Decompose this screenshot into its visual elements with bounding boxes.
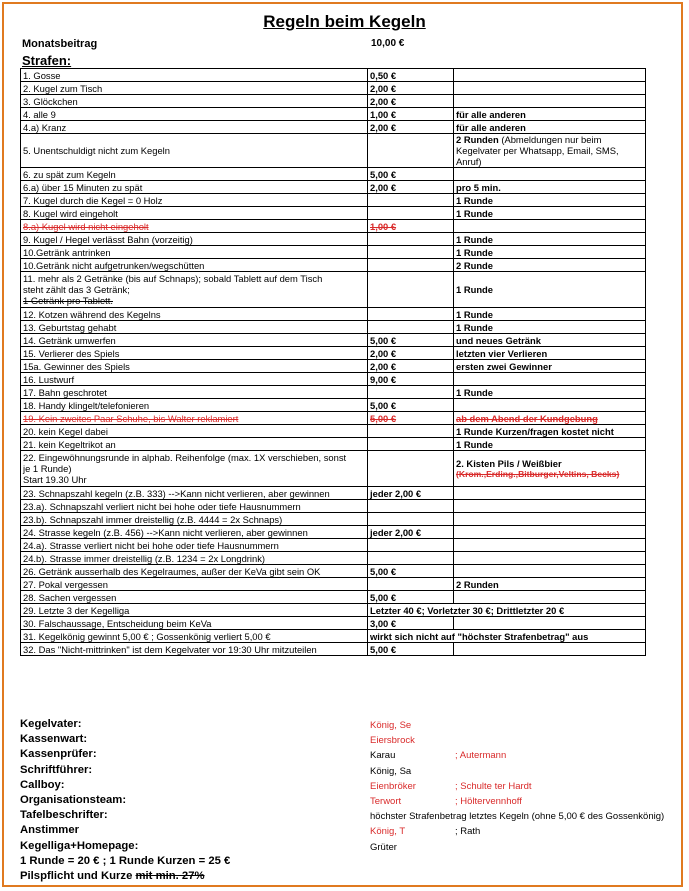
rule-description: [21, 321, 368, 334]
rule-note-text: 1 Runde: [456, 438, 493, 450]
table-row: [21, 539, 646, 552]
rule-description-text: 24.a). Strasse verliert nicht bei hohe oder tiefe Hausnummern: [23, 539, 279, 551]
rule-note: [454, 321, 646, 334]
rule-note-text: für alle anderen: [456, 108, 526, 120]
rule-amount: [368, 334, 454, 347]
rule-note: [454, 259, 646, 272]
table-row: [21, 82, 646, 95]
role-value-secondary: ; Rath: [455, 826, 481, 838]
rule-note-text: 2 Runde: [456, 259, 493, 271]
rule-note: [454, 552, 646, 565]
table-row: [21, 425, 646, 438]
rule-description-text: 24. Strasse kegeln (z.B. 456) -->Kann nicht verlieren, aber gewinnen: [23, 526, 308, 538]
rule-amount: [368, 272, 454, 308]
rule-note-text: 1 Runde: [456, 386, 493, 398]
rule-note: [454, 487, 646, 500]
rule-amount-text: 2,00 €: [370, 95, 397, 107]
table-row: [21, 552, 646, 565]
rule-amount-text: 1,00 €: [370, 108, 397, 120]
rule-description: [21, 643, 368, 656]
rule-description: [21, 259, 368, 272]
rule-description: [21, 399, 368, 412]
rule-description-line: 22. Eingewöhnungsrunde in alphab. Reihenfolge (max. 1X verschieben, sonst: [23, 452, 347, 463]
rule-description: [21, 386, 368, 399]
rule-description: [21, 373, 368, 386]
rule-note: [454, 617, 646, 630]
table-row: [21, 565, 646, 578]
rule-amount-text: 5,00 €: [370, 334, 397, 346]
rule-description-text: 24.b). Strasse immer dreistellig (z.B. 1234 = 2x Longdrink): [23, 552, 266, 564]
rule-note-struck: (Krom.,Erding.,Bitburger,Veltins, Becks): [456, 468, 620, 479]
rule-amount-text: 9,00 €: [370, 373, 397, 385]
rule-note-text: 2. Kisten Pils / Weißbier: [456, 457, 562, 469]
rule-amount: [368, 487, 454, 500]
role-row: [20, 794, 680, 809]
role-label: 1 Runde = 20 € ; 1 Runde Kurzen = 25 €: [20, 854, 231, 867]
rule-amount: [368, 95, 454, 108]
rule-description: [21, 604, 368, 617]
rule-amount: [368, 438, 454, 451]
monatsbeitrag-value: 10,00 €: [371, 38, 405, 49]
rule-description-text: 10.Getränk antrinken: [23, 246, 111, 258]
table-row: [21, 121, 646, 134]
rule-description: [21, 233, 368, 246]
rule-amount-text: 5,00 €: [370, 643, 397, 655]
rule-amount: [368, 386, 454, 399]
rule-note: [454, 334, 646, 347]
table-row: [21, 513, 646, 526]
rule-description-text: 14. Getränk umwerfen: [23, 334, 116, 346]
rule-description-text: 30. Falschaussage, Entscheidung beim KeVa: [23, 617, 212, 629]
rule-description-text: 6.a) über 15 Minuten zu spät: [23, 181, 143, 193]
role-row: [20, 748, 680, 763]
rule-description-text: 8.a) Kugel wird nicht eingeholt: [23, 220, 149, 232]
role-value: Eiersbrock: [370, 735, 415, 747]
rule-note: [454, 643, 646, 656]
rule-description: [21, 220, 368, 233]
rule-description: [21, 500, 368, 513]
rule-note-text: 1 Runde: [456, 233, 493, 245]
rule-description: [21, 487, 368, 500]
rule-description: [21, 308, 368, 321]
role-value: Terwort: [370, 795, 402, 807]
rule-description-text: 23.b). Schnapszahl immer dreistellig (z.B. 4444 = 2x Schnaps): [23, 513, 283, 525]
rule-description: [21, 360, 368, 373]
rule-amount: [368, 617, 454, 630]
table-row: [21, 207, 646, 220]
rule-description: [21, 578, 368, 591]
table-row: [21, 272, 646, 308]
rule-description: [21, 181, 368, 194]
rule-description: [21, 347, 368, 360]
roles-section: [20, 718, 680, 870]
rule-note-text: ab dem Abend der Kundgebung: [456, 412, 598, 424]
rule-description-text: 5. Unentschuldigt nicht zum Kegeln: [23, 145, 170, 156]
rule-amount-text: 5,00 €: [370, 168, 397, 180]
role-row: [20, 718, 680, 733]
rule-description-text: 32. Das "Nicht-mittrinken" ist dem Kegelvater vor 19:30 Uhr mitzuteilen: [23, 643, 317, 655]
role-value: Eienbröker: [370, 780, 416, 792]
rule-description-text: 29. Letzte 3 der Kegelliga: [23, 604, 130, 616]
rule-description: [21, 121, 368, 134]
monatsbeitrag-label: Monatsbeitrag: [22, 38, 98, 50]
rule-amount: [368, 69, 454, 82]
rule-description: [21, 526, 368, 539]
rule-description-text: 27. Pokal vergessen: [23, 578, 108, 590]
rule-note: [454, 438, 646, 451]
rule-amount: [368, 233, 454, 246]
rule-note-text: 1 Runde Kurzen/fragen kostet nicht: [456, 425, 614, 437]
rule-amount-text: 5,00 €: [370, 399, 397, 411]
rule-description-text: 9. Kugel / Hegel verlässt Bahn (vorzeitig): [23, 233, 193, 245]
table-row: [21, 134, 646, 168]
rule-description: [21, 69, 368, 82]
rule-note-text: 1 Runde: [456, 194, 493, 206]
rule-amount: [368, 412, 454, 425]
rule-amount: [368, 643, 454, 656]
rule-description: [21, 513, 368, 526]
rule-amount-text: 1,00 €: [370, 220, 397, 232]
rule-description: [21, 591, 368, 604]
rule-note: [454, 308, 646, 321]
rule-note: [454, 500, 646, 513]
rule-amount-text: 2,00 €: [370, 82, 397, 94]
rule-description: [21, 630, 368, 643]
rule-description-text: 20. kein Kegel dabei: [23, 425, 108, 437]
rule-description: [21, 565, 368, 578]
role-label: Kassenprüfer:: [20, 748, 97, 761]
rule-note: [454, 108, 646, 121]
rule-note: [454, 246, 646, 259]
rule-note: [454, 95, 646, 108]
rule-amount: [368, 513, 454, 526]
role-label: Tafelbeschrifter:: [20, 809, 108, 822]
rule-description: [21, 108, 368, 121]
footer-struck: mit min. 27%: [135, 870, 205, 882]
rule-description-line: 11. mehr als 2 Getränke (bis auf Schnaps); sobald Tablett auf dem Tisch: [23, 273, 323, 284]
rule-amount-text: 2,00 €: [370, 347, 397, 359]
rule-description-text: 18. Handy klingelt/telefonieren: [23, 399, 150, 411]
rule-description: [21, 451, 368, 487]
rule-amount: [368, 360, 454, 373]
rule-amount-text: 2,00 €: [370, 181, 397, 193]
table-row: [21, 194, 646, 207]
rule-amount: [368, 539, 454, 552]
role-label: Kegelvater:: [20, 718, 82, 730]
rule-note-text: pro 5 min.: [456, 181, 501, 193]
rule-note-text: und neues Getränk: [456, 334, 541, 346]
table-row: [21, 451, 646, 487]
rule-description-text: 3. Glöckchen: [23, 95, 78, 107]
rule-amount: [368, 121, 454, 134]
rule-amount: [368, 565, 454, 578]
rule-note-text: (Abmeldungen nur beim Kegelvater per Whatsapp, Email, SMS, Anruf): [456, 134, 619, 167]
rule-amount-text: 2,00 €: [370, 121, 397, 133]
rule-amount: [368, 526, 454, 539]
table-row: [21, 412, 646, 425]
rule-note-text: 2 Runden: [456, 578, 499, 590]
rule-note-text: 1 Runde: [456, 284, 493, 295]
table-row: [21, 604, 646, 617]
rule-description-text: 4.a) Kranz: [23, 121, 67, 133]
rule-amount: [368, 181, 454, 194]
footer-text: Pilspflicht und Kurze: [20, 870, 136, 882]
rule-description-text: 15a. Gewinner des Spiels: [23, 360, 130, 372]
rule-note: [454, 272, 646, 308]
rule-note: [454, 69, 646, 82]
rule-amount: [368, 552, 454, 565]
rule-description: [21, 617, 368, 630]
rule-note: [454, 168, 646, 181]
rule-description-text: 15. Verlierer des Spiels: [23, 347, 120, 359]
role-value-secondary: ; Autermann: [455, 750, 507, 762]
rule-description-struck: 1 Getränk pro Tablett.: [23, 295, 113, 306]
rule-amount: [368, 220, 454, 233]
rule-description: [21, 95, 368, 108]
rule-amount: [368, 425, 454, 438]
rule-description: [21, 246, 368, 259]
rule-description: [21, 194, 368, 207]
rule-note-bold: 2 Runden: [456, 134, 499, 145]
role-row: [20, 733, 680, 748]
rule-note: [454, 451, 646, 487]
rule-description-line: Start 19.30 Uhr: [23, 474, 87, 485]
role-label: Callboy:: [20, 778, 65, 791]
rule-combined-note: Letzter 40 €; Vorletzter 30 €; Drittletzter 20 €: [368, 604, 646, 617]
rule-amount-text: 0,50 €: [370, 69, 397, 81]
rule-amount: [368, 451, 454, 487]
rule-note-text: 1 Runde: [456, 308, 493, 320]
rule-description-text: 1. Gosse: [23, 69, 61, 81]
table-row: [21, 591, 646, 604]
role-value-secondary: ; Schulte ter Hardt: [455, 780, 532, 792]
role-value: Karau: [370, 750, 396, 762]
rule-note: [454, 386, 646, 399]
rule-note: [454, 526, 646, 539]
rule-description-text: 17. Bahn geschrotet: [23, 386, 107, 398]
table-row: [21, 308, 646, 321]
rule-amount-text: 5,00 €: [370, 412, 397, 424]
rule-note-text: 1 Runde: [456, 321, 493, 333]
role-value: Grüter: [370, 841, 397, 853]
role-row: [20, 840, 680, 855]
rule-amount: [368, 399, 454, 412]
table-row: [21, 220, 646, 233]
role-label: Schriftführer:: [20, 763, 93, 776]
rule-description-text: 19. Kein zweites Paar Schuhe, bis Walter reklamiert: [23, 412, 239, 424]
rule-amount: [368, 82, 454, 95]
role-row: [20, 764, 680, 779]
rule-amount-text: 5,00 €: [370, 565, 397, 577]
rule-note: [454, 207, 646, 220]
rule-description-text: 23. Schnapszahl kegeln (z.B. 333) -->Kann nicht verlieren, aber gewinnen: [23, 487, 330, 499]
rule-amount-text: jeder 2,00 €: [370, 526, 422, 538]
rule-note-text: ersten zwei Gewinner: [456, 360, 552, 372]
rule-description-text: 23.a). Schnapszahl verliert nicht bei hohe oder tiefe Hausnummern: [23, 500, 301, 512]
rule-amount: [368, 308, 454, 321]
rule-description: [21, 207, 368, 220]
rule-description: [21, 272, 368, 308]
rule-note: [454, 360, 646, 373]
rule-note: [454, 565, 646, 578]
rule-note: [454, 347, 646, 360]
rule-description: [21, 334, 368, 347]
table-row: [21, 168, 646, 181]
rule-description-text: 13. Geburtstag gehabt: [23, 321, 117, 333]
rule-amount: [368, 321, 454, 334]
rule-amount: [368, 347, 454, 360]
rule-amount: [368, 194, 454, 207]
rule-amount: [368, 373, 454, 386]
page-title: Regeln beim Kegeln: [263, 12, 426, 31]
table-row: [21, 500, 646, 513]
rule-description-text: 6. zu spät zum Kegeln: [23, 168, 116, 180]
rule-description: [21, 134, 368, 168]
footer-note: [20, 870, 205, 882]
table-row: [21, 487, 646, 500]
rule-amount: [368, 134, 454, 168]
table-row: [21, 526, 646, 539]
rule-note-text: 1 Runde: [456, 207, 493, 219]
table-row: [21, 643, 646, 656]
table-row: [21, 95, 646, 108]
rule-amount: [368, 168, 454, 181]
rule-description-text: 7. Kugel durch die Kegel = 0 Holz: [23, 194, 163, 206]
rule-note: [454, 181, 646, 194]
rule-amount-text: 5,00 €: [370, 591, 397, 603]
table-row: [21, 360, 646, 373]
rule-note: [454, 233, 646, 246]
table-row: [21, 246, 646, 259]
rule-note: [454, 82, 646, 95]
role-label: Organisationsteam:: [20, 793, 127, 806]
table-row: [21, 259, 646, 272]
role-row: [20, 855, 680, 870]
rule-description: [21, 425, 368, 438]
rule-description-text: 12. Kotzen während des Kegelns: [23, 308, 161, 320]
rule-note: [454, 539, 646, 552]
role-value: König, Sa: [370, 765, 412, 777]
rule-description-text: 8. Kugel wird eingeholt: [23, 207, 118, 219]
rule-note: [454, 425, 646, 438]
role-row: [20, 824, 680, 839]
table-row: [21, 438, 646, 451]
table-row: [21, 334, 646, 347]
rule-description: [21, 82, 368, 95]
rule-note: [454, 220, 646, 233]
table-row: [21, 321, 646, 334]
role-label: Anstimmer: [20, 824, 80, 837]
rule-amount-text: 2,00 €: [370, 360, 397, 372]
rule-amount: [368, 246, 454, 259]
rule-amount: [368, 591, 454, 604]
rule-note: [454, 412, 646, 425]
rule-description-text: 10.Getränk nicht aufgetrunken/wegschütten: [23, 259, 205, 271]
table-row: [21, 373, 646, 386]
rule-amount: [368, 108, 454, 121]
rule-note: [454, 194, 646, 207]
rule-amount: [368, 207, 454, 220]
rule-note: [454, 121, 646, 134]
role-value: höchster Strafenbetrag letztes Kegeln (ohne 5,00 € des Gossenkönig): [370, 811, 665, 823]
rule-description-text: 31. Kegelkönig gewinnt 5,00 € ; Gossenkönig verliert 5,00 €: [23, 630, 271, 642]
table-row: [21, 69, 646, 82]
role-row: [20, 809, 680, 824]
rule-description: [21, 438, 368, 451]
table-row: [21, 386, 646, 399]
rule-description-text: 16. Lustwurf: [23, 373, 75, 385]
rule-description-text: 26. Getränk ausserhalb des Kegelraumes, außer der KeVa gibt sein OK: [23, 565, 321, 577]
rule-combined-note: wirkt sich nicht auf "höchster Strafenbetrag" aus: [368, 630, 646, 643]
rule-amount: [368, 500, 454, 513]
table-row: [21, 108, 646, 121]
role-label: Kassenwart:: [20, 733, 88, 746]
penalty-table: [20, 68, 646, 656]
rule-description-line: steht zählt das 3 Getränk;: [23, 284, 130, 295]
rule-note: [454, 513, 646, 526]
table-row: [21, 630, 646, 643]
rule-note: [454, 399, 646, 412]
role-value: König, T: [370, 826, 406, 838]
table-row: [21, 617, 646, 630]
rule-description: [21, 412, 368, 425]
rule-note-text: letzten vier Verlieren: [456, 347, 548, 359]
role-label: Kegelliga+Homepage:: [20, 839, 139, 852]
rule-amount: [368, 578, 454, 591]
rule-description: [21, 539, 368, 552]
rule-amount: [368, 259, 454, 272]
table-row: [21, 399, 646, 412]
rule-amount-text: jeder 2,00 €: [370, 487, 422, 499]
rule-note: [454, 591, 646, 604]
table-row: [21, 181, 646, 194]
rule-description-line: je 1 Runde): [23, 463, 72, 474]
rule-note: [454, 373, 646, 386]
table-row: [21, 347, 646, 360]
rule-amount-text: 3,00 €: [370, 617, 397, 629]
rule-description-text: 21. kein Kegeltrikot an: [23, 438, 116, 450]
strafen-heading: Strafen:: [22, 53, 72, 68]
rule-description: [21, 552, 368, 565]
role-value-secondary: ; Höltervennhoff: [455, 795, 522, 807]
rule-description: [21, 168, 368, 181]
rule-note: [454, 578, 646, 591]
rule-note-text: 1 Runde: [456, 246, 493, 258]
role-value: König, Se: [370, 720, 412, 731]
role-row: [20, 779, 680, 794]
rule-note: [454, 134, 646, 168]
rule-description-text: 4. alle 9: [23, 108, 56, 120]
rule-description-text: 2. Kugel zum Tisch: [23, 82, 103, 94]
table-row: [21, 578, 646, 591]
rule-description-text: 28. Sachen vergessen: [23, 591, 117, 603]
table-row: [21, 233, 646, 246]
rule-note-text: für alle anderen: [456, 121, 526, 133]
